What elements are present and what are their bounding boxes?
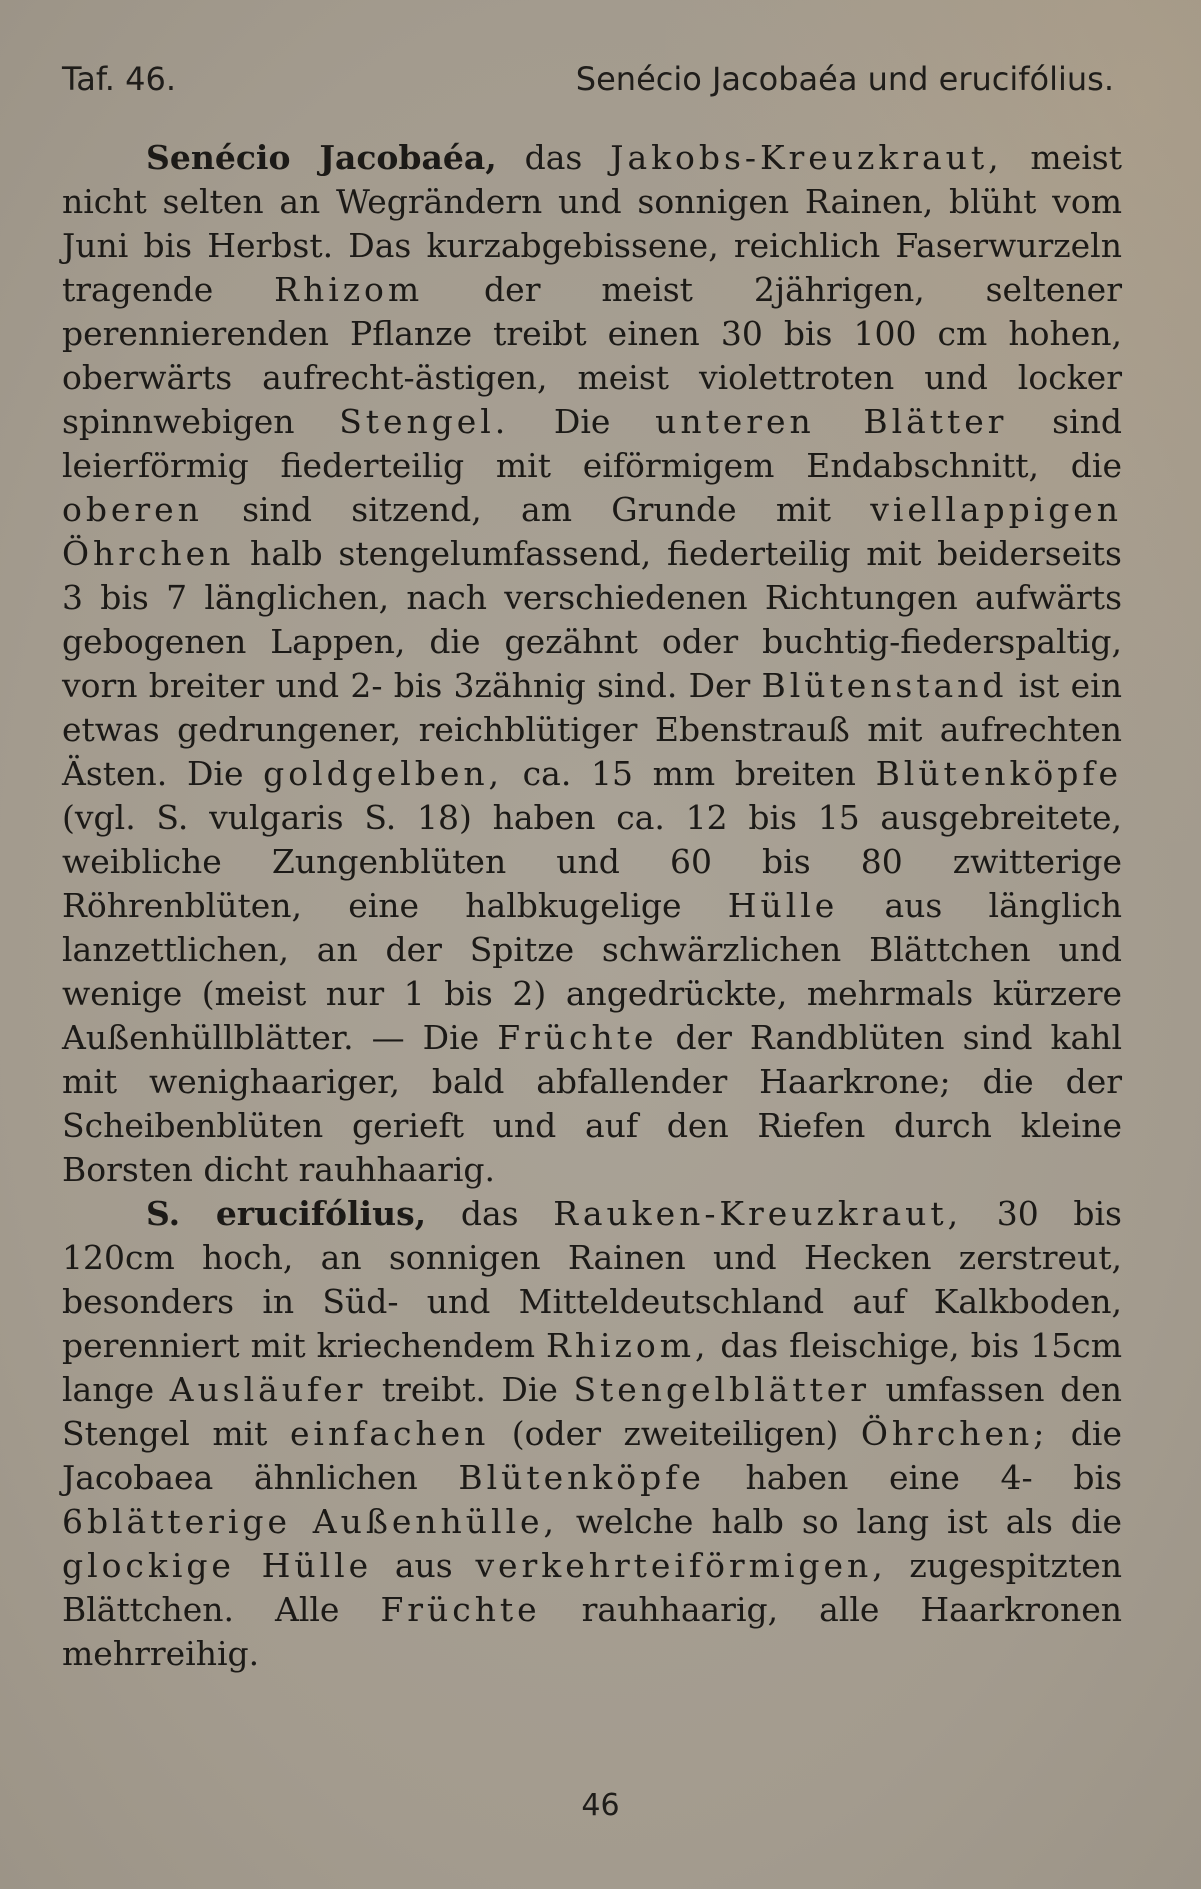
spaced-term: viellappigen Öhrchen [62,490,1122,573]
spaced-term: Früchte [497,1018,658,1057]
species-name: S. erucifólius, [146,1194,427,1233]
text-run: die Jacobaea ähnlichen [62,1414,1123,1497]
spaced-term: Ausläufer [169,1370,367,1409]
text-run: treibt. Die [366,1370,574,1409]
spaced-term: unteren Blätter [655,402,1008,441]
text-run: halb stengelumfassend, fiederteilig mit beiderseits 3 bis 7 länglichen, nach verschiedenen Richtungen aufwärts gebogenen Lappen, die gezähnt oder buchtig-fiederspaltig, vorn breiter und 2- bis 3zähnig sind. Der [62,534,1122,705]
text-run: sind leierförmig fiederteilig mit eiförmigem Endabschnitt, die [62,402,1122,485]
text-run: aus [372,1546,476,1585]
running-header [62,60,1114,110]
spaced-term: 6blätterige Außenhülle, [62,1502,558,1541]
paragraph-senecio-erucifolius [62,1192,1122,1676]
page-number: 46 [581,1788,620,1823]
common-name: Jakobs-Kreuzkraut, [610,138,1003,177]
spaced-term: Stengelblätter [573,1370,870,1409]
species-name: Senécio Jacobaéa, [146,138,497,177]
text-run: meist nicht selten an Wegrändern und sonnigen Rainen, blüht vom Juni bis Herbst. Das kurzabgebissene, reichlich Faserwurzeln tragende [62,138,1123,309]
spaced-term: Rhizom [274,270,424,309]
text-run: (oder zweiteiligen) [489,1414,861,1453]
spaced-term: glockige Hülle [62,1546,373,1585]
spaced-term: Blütenköpfe [458,1458,705,1497]
plate-number: Taf. 46. [62,60,177,98]
spaced-term: oberen [62,490,203,529]
spaced-term: Rhizom, [546,1326,710,1365]
running-title: Senécio Jacobaéa und erucifólius. [575,60,1114,98]
body-text [62,136,1122,1676]
text-run: ist ein etwas gedrungener, reichblütiger Ebenstrauß mit aufrechten Ästen. Die [62,666,1122,793]
spaced-term: goldgelben, [263,754,504,793]
text-run: der Randblüten sind kahl mit wenighaariger, bald abfallender Haarkrone; die der Scheibenblüten gerieft und auf den Riefen durch kleine Borsten dicht rauhhaarig. [62,1018,1122,1189]
text-run: 30 bis 120cm hoch, an sonnigen Rainen und Hecken zerstreut, besonders in Süd- und Mitteldeutschland auf Kalkboden, perenniert mit kriechendem [62,1194,1122,1365]
spaced-term: Öhrchen; [860,1414,1049,1453]
text-run: das fleischige, bis 15cm lange [62,1326,1122,1409]
text-run: das [426,1194,554,1233]
text-run: sind sitzend, am Grunde mit [202,490,871,529]
text-run: (vgl. S. vulgaris S. 18) haben ca. 12 bis 15 ausgebreitete, weibliche Zungenblüten und 60 bis 80 zwitterige Röhrenblüten, eine halbkugelige [62,798,1122,925]
text-run: aus länglich lanzettlichen, an der Spitze schwärzlichen Blättchen und wenige (meist nur 1 bis 2) angedrückte, mehrmals kürzere Außenhüllblätter. — Die [62,886,1122,1057]
spaced-term: Früchte [380,1590,541,1629]
paragraph-senecio-jacobaea [62,136,1122,1192]
spaced-term: Blütenstand [761,666,1008,705]
text-run: welche halb so lang ist als die [557,1502,1122,1541]
text-run: der meist 2jährigen, seltener perennierenden Pflanze treibt einen 30 bis 100 cm hohen, oberwärts aufrecht-ästigen, meist violettroten und locker spinnwebigen [62,270,1122,441]
spaced-term: Blütenköpfe [875,754,1122,793]
text-run: das [496,138,611,177]
common-name: Rauken-Kreuzkraut, [553,1194,963,1233]
text-run: rauhhaarig, alle Haarkronen mehrreihig. [62,1590,1122,1673]
text-run: zugespitzten Blättchen. Alle [62,1546,1122,1629]
text-run: haben eine 4- bis [704,1458,1122,1497]
spaced-term: Stengel. [339,402,510,441]
spaced-term: einfachen [289,1414,490,1453]
text-run: ca. 15 mm breiten [503,754,876,793]
spaced-term: Hülle [727,886,839,925]
text-run: Die [509,402,656,441]
spaced-term: verkehrteiförmigen, [475,1546,887,1585]
text-run: umfassen den Stengel mit [62,1370,1122,1453]
